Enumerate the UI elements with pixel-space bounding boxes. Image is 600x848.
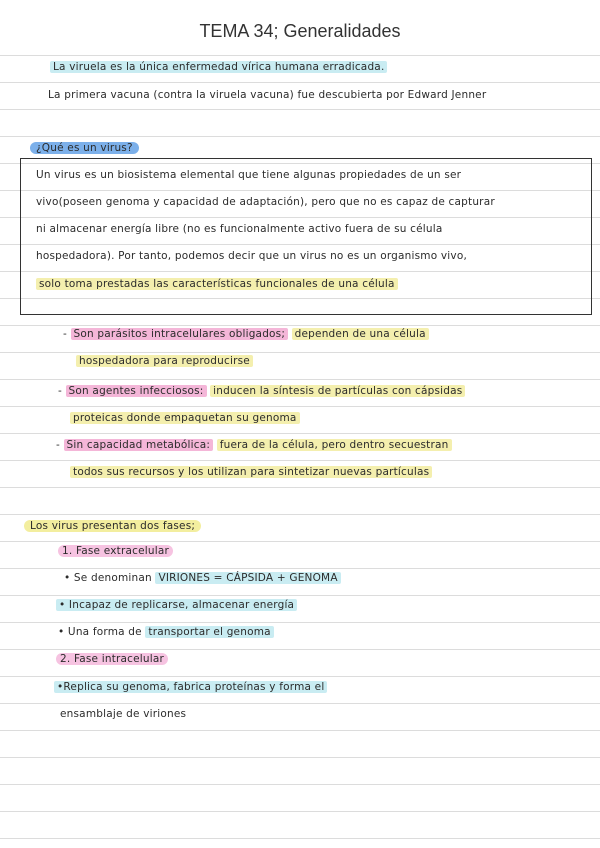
phase-1-item-2-highlight: • Incapaz de replicarse, almacenar energía xyxy=(56,599,297,611)
phase-1-item-3-prefix: • Una forma de xyxy=(58,626,142,638)
virus-heading xyxy=(30,141,139,155)
bullet-1 xyxy=(63,327,429,341)
box-line-5-text: solo toma prestadas las características funcionales de una célula xyxy=(36,278,398,290)
phases-intro xyxy=(24,519,201,533)
intro-line-2: La primera vacuna (contra la viruela vacuna) fue descubierta por Edward Jenner xyxy=(48,89,487,101)
bullet-2-marker: - xyxy=(58,385,62,397)
bullet-3-marker: - xyxy=(56,439,60,451)
bullet-2-cont-text: proteicas donde empaquetan su genoma xyxy=(70,412,300,424)
intro-line-1 xyxy=(50,60,387,74)
bullet-3-cont xyxy=(70,465,432,479)
page-title: TEMA 34; Generalidades xyxy=(0,18,600,44)
bullet-1-cont xyxy=(76,354,253,368)
bullet-1-cont-text: hospedadora para reproducirse xyxy=(76,355,253,367)
bullet-1-rest: dependen de una célula xyxy=(292,328,429,340)
bullet-2-highlight: Son agentes infecciosos: xyxy=(66,385,207,397)
phase-1-item-1-highlight: VIRIONES = CÁPSIDA + GENOMA xyxy=(155,572,340,584)
bullet-3-cont-text: todos sus recursos y los utilizan para sintetizar nuevas partículas xyxy=(70,466,432,478)
bullet-1-highlight: Son parásitos intracelulares obligados; xyxy=(71,328,289,340)
phase-1-item-3 xyxy=(58,625,274,639)
bullet-2-rest: inducen la síntesis de partículas con cápsidas xyxy=(210,385,465,397)
phase-2-item-line-1 xyxy=(54,680,327,694)
box-line-1: Un virus es un biosistema elemental que tiene algunas propiedades de un ser xyxy=(36,169,462,181)
box-line-3: ni almacenar energía libre (no es funcionalmente activo fuera de su célula xyxy=(36,223,443,235)
bullet-3-highlight: Sin capacidad metabólica: xyxy=(64,439,214,451)
box-line-2: vivo(poseen genoma y capacidad de adaptación), pero que no es capaz de capturar xyxy=(36,196,495,208)
phase-1-item-1 xyxy=(64,571,341,585)
phase-1-title xyxy=(58,544,173,558)
phase-2-item-line-1-text: •Replica su genoma, fabrica proteínas y forma el xyxy=(54,681,327,693)
bullet-2 xyxy=(58,384,465,398)
intro-line-1-text: La viruela es la única enfermedad vírica humana erradicada. xyxy=(50,61,387,73)
bullet-1-marker: - xyxy=(63,328,67,340)
phase-2-title-text: 2. Fase intracelular xyxy=(56,653,168,665)
box-line-4: hospedadora). Por tanto, podemos decir que un virus no es un organismo vivo, xyxy=(36,250,467,262)
phase-1-item-1-prefix: • Se denominan xyxy=(64,572,152,584)
phase-2-title xyxy=(56,652,168,666)
phase-1-item-2 xyxy=(56,598,297,612)
bullet-3 xyxy=(56,438,452,452)
virus-heading-text: ¿Qué es un virus? xyxy=(30,142,139,154)
phases-intro-text: Los virus presentan dos fases; xyxy=(24,520,201,532)
bullet-2-cont xyxy=(70,411,300,425)
phase-2-item-line-2: ensamblaje de viriones xyxy=(60,708,187,720)
phase-1-item-3-highlight: transportar el genoma xyxy=(145,626,273,638)
box-line-5 xyxy=(36,277,398,291)
bullet-3-rest: fuera de la célula, pero dentro secuestran xyxy=(217,439,452,451)
phase-1-title-text: 1. Fase extracelular xyxy=(58,545,173,557)
